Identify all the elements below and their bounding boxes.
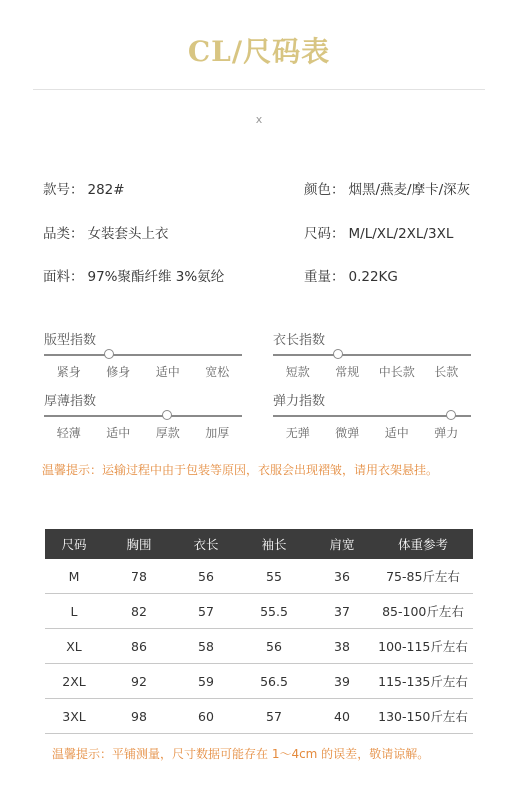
table-cell: XL xyxy=(45,629,103,664)
fabric-value: 97%聚酯纤维 3%氨纶 xyxy=(87,269,225,285)
scale-label: 厚款 xyxy=(155,426,180,440)
category-value: 女装套头上衣 xyxy=(87,226,169,242)
scale-label: 宽松 xyxy=(205,365,230,379)
scale-label: 紧身 xyxy=(56,365,81,379)
table-row xyxy=(45,664,473,699)
table-header-cell: 尺码 xyxy=(45,529,103,559)
scale-bar xyxy=(273,354,471,356)
scale-label: 弹力 xyxy=(434,426,459,440)
table-cell: 36 xyxy=(311,559,373,594)
table-cell: 40 xyxy=(311,699,373,734)
style-no-value: 282# xyxy=(87,182,125,198)
measurement-tip: 温馨提示：平铺测量，尺寸数据可能存在 1～4cm 的误差，敬请谅解。 xyxy=(52,747,430,761)
scale-title: 弹力指数 xyxy=(273,394,326,409)
shipping-tip: 温馨提示：运输过程中由于包装等原因，衣服会出现褶皱，请用衣架悬挂。 xyxy=(42,463,439,477)
table-cell: 2XL xyxy=(45,664,103,699)
sizes-value: M/L/XL/2XL/3XL xyxy=(348,226,454,242)
table-cell: 38 xyxy=(311,629,373,664)
scale-bar xyxy=(44,415,242,417)
table-cell: 98 xyxy=(103,699,175,734)
scale-labels xyxy=(273,424,471,440)
table-cell: 55.5 xyxy=(237,594,311,629)
scale-label: 微弹 xyxy=(335,426,360,440)
title-divider xyxy=(33,89,485,90)
table-cell: 39 xyxy=(311,664,373,699)
table-cell: 57 xyxy=(175,594,237,629)
table-cell: 100-115斤左右 xyxy=(373,629,473,664)
table-row xyxy=(45,559,473,594)
info-style-no xyxy=(43,178,125,198)
info-category xyxy=(43,222,169,242)
colors-value: 烟黑/燕麦/摩卡/深灰 xyxy=(348,182,471,198)
scale-labels xyxy=(273,363,471,379)
table-cell: 37 xyxy=(311,594,373,629)
table-cell: 86 xyxy=(103,629,175,664)
table-cell: 82 xyxy=(103,594,175,629)
size-table xyxy=(45,529,473,734)
table-cell: 85-100斤左右 xyxy=(373,594,473,629)
table-cell: 56 xyxy=(237,629,311,664)
scale-label: 适中 xyxy=(384,426,409,440)
scale-label: 适中 xyxy=(106,426,131,440)
table-row xyxy=(45,699,473,734)
scale-label: 加厚 xyxy=(205,426,230,440)
table-header-cell: 肩宽 xyxy=(311,529,373,559)
scale-title: 版型指数 xyxy=(44,333,97,348)
scale-bar xyxy=(273,415,471,417)
info-colors xyxy=(304,178,470,198)
scale-thickness xyxy=(44,393,242,440)
table-header-row xyxy=(45,529,473,559)
fabric-label: 面料： xyxy=(43,269,84,285)
weight-label: 重量： xyxy=(304,269,345,285)
scale-indicator xyxy=(104,349,114,359)
table-row xyxy=(45,629,473,664)
table-cell: 58 xyxy=(175,629,237,664)
table-cell: 56.5 xyxy=(237,664,311,699)
table-cell: 78 xyxy=(103,559,175,594)
scale-indicator xyxy=(162,410,172,420)
scale-title: 厚薄指数 xyxy=(44,394,97,409)
table-cell: 3XL xyxy=(45,699,103,734)
scale-label: 适中 xyxy=(155,365,180,379)
page-title: CL/尺码表 xyxy=(187,35,331,68)
scale-indicator xyxy=(333,349,343,359)
scale-label: 修身 xyxy=(106,365,131,379)
table-cell: 60 xyxy=(175,699,237,734)
table-header-cell: 体重参考 xyxy=(373,529,473,559)
scale-labels xyxy=(44,424,242,440)
table-cell: 115-135斤左右 xyxy=(373,664,473,699)
info-fabric xyxy=(43,265,224,285)
table-header-cell: 衣长 xyxy=(175,529,237,559)
table-cell: 92 xyxy=(103,664,175,699)
scale-elasticity xyxy=(273,393,471,440)
scale-bar xyxy=(44,354,242,356)
scale-labels xyxy=(44,363,242,379)
table-cell: M xyxy=(45,559,103,594)
table-header-cell: 胸围 xyxy=(103,529,175,559)
scale-length xyxy=(273,332,471,379)
scale-fit xyxy=(44,332,242,379)
table-header-cell: 袖长 xyxy=(237,529,311,559)
scale-label: 轻薄 xyxy=(56,426,81,440)
table-cell: 75-85斤左右 xyxy=(373,559,473,594)
colors-label: 颜色： xyxy=(304,182,345,198)
table-cell: 130-150斤左右 xyxy=(373,699,473,734)
scale-label: 短款 xyxy=(285,365,310,379)
scale-label: 长款 xyxy=(434,365,459,379)
table-cell: 56 xyxy=(175,559,237,594)
table-cell: 55 xyxy=(237,559,311,594)
category-label: 品类： xyxy=(43,226,84,242)
close-icon[interactable]: x xyxy=(255,113,263,126)
table-cell: L xyxy=(45,594,103,629)
scale-indicator xyxy=(446,410,456,420)
info-weight xyxy=(304,265,398,285)
scale-title: 衣长指数 xyxy=(273,333,326,348)
weight-value: 0.22KG xyxy=(348,269,398,285)
scale-label: 中长款 xyxy=(378,365,415,379)
sizes-label: 尺码： xyxy=(304,226,345,242)
table-cell: 59 xyxy=(175,664,237,699)
scale-label: 无弹 xyxy=(285,426,310,440)
info-sizes xyxy=(304,222,453,242)
scale-label: 常规 xyxy=(335,365,360,379)
table-cell: 57 xyxy=(237,699,311,734)
table-row xyxy=(45,594,473,629)
style-no-label: 款号： xyxy=(43,182,84,198)
